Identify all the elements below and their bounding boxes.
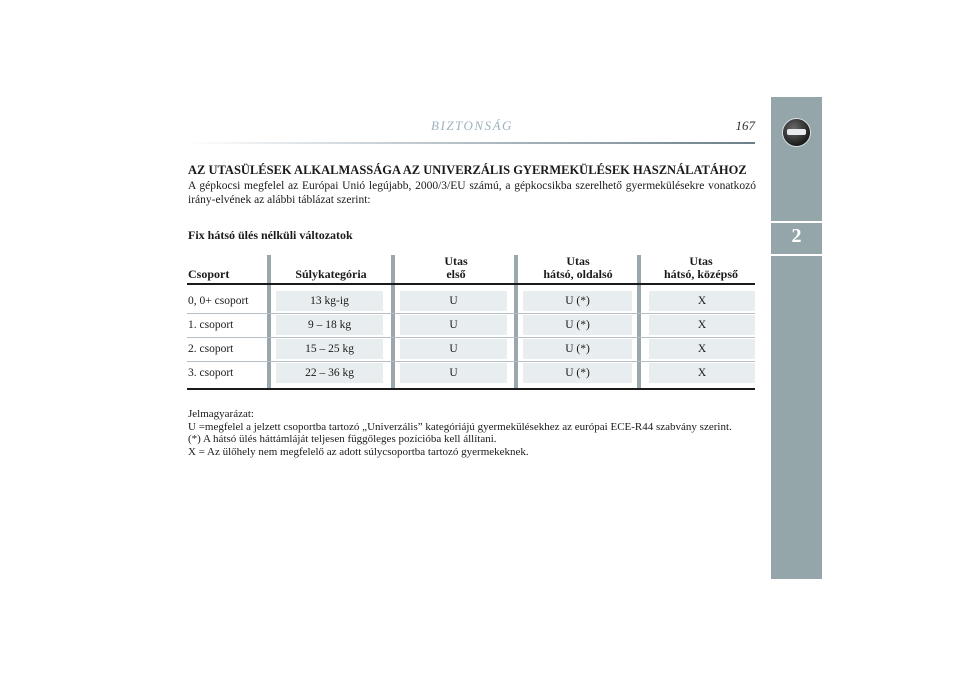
table-header-rule — [187, 283, 755, 285]
cell-front: U — [400, 363, 507, 383]
column-separator — [514, 255, 518, 389]
legend-line-x: X = Az ülőhely nem megfelelő az adott súlycsoportba tartozó gyermekeknek. — [188, 445, 529, 458]
cell-front: U — [400, 291, 507, 311]
header-group: Csoport — [188, 267, 230, 281]
cell-front: U — [400, 339, 507, 359]
table-subtitle: Fix hátsó ülés nélküli változatok — [188, 228, 353, 242]
column-separator — [267, 255, 271, 389]
cell-rear-side: U (*) — [523, 339, 632, 359]
column-separator — [637, 255, 641, 389]
column-separator — [391, 255, 395, 389]
cell-rear-side: U (*) — [523, 363, 632, 383]
cell-weight: 22 – 36 kg — [276, 363, 383, 383]
header-front — [400, 255, 512, 281]
legend-line-asterisk: (*) A hátsó ülés háttámláját teljesen függőleges pozícióba kell állítani. — [188, 433, 497, 445]
row-divider — [187, 361, 755, 362]
header-middle-line1: Utas — [689, 254, 713, 268]
header-side-line1: Utas — [566, 254, 590, 268]
header-rear-side — [522, 255, 634, 281]
header-weight: Súlykategória — [295, 267, 367, 281]
page-title: AZ UTASÜLÉSEK ALKALMASSÁGA AZ UNIVERZÁLIS GYERMEKÜLÉSEK HASZNÁLATÁHOZ — [188, 163, 747, 177]
table-bottom-rule — [187, 388, 755, 390]
chapter-number: 2 — [791, 225, 802, 247]
header-divider — [187, 142, 755, 144]
header-middle-line2: hátsó, középső — [663, 267, 738, 281]
cell-weight: 15 – 25 kg — [276, 339, 383, 359]
cell-rear-middle: X — [649, 363, 755, 383]
cell-weight: 9 – 18 kg — [276, 315, 383, 335]
intro-paragraph: A gépkocsi megfelel az Európai Unió legújabb, 2000/3/EU számú, a gépkocsikba szerelhető gyermekülésekre vonatkozó irány-elvének az alábbi táblázat szerint: — [188, 180, 756, 206]
chapter-sidebar — [771, 97, 822, 579]
page-number: 167 — [735, 118, 755, 133]
row-group-label: 2. csoport — [188, 343, 234, 355]
section-title: BIZTONSÁG — [431, 118, 513, 133]
row-group-label: 3. csoport — [188, 367, 234, 379]
cell-rear-side: U (*) — [523, 315, 632, 335]
legend-line-u: U =megfelel a jelzett csoportba tartozó „Univerzális” kategóriájú gyermekülésekhez az európai ECE-R44 szabvány szerint. — [188, 420, 732, 433]
cell-front: U — [400, 315, 507, 335]
cell-rear-middle: X — [649, 315, 755, 335]
row-group-label: 1. csoport — [188, 319, 234, 331]
header-front-line1: Utas — [444, 254, 468, 268]
sidebar-divider-top — [771, 221, 822, 223]
header-rear-middle — [645, 255, 757, 281]
cell-weight: 13 kg-ig — [276, 291, 383, 311]
page-header — [187, 118, 755, 148]
row-divider — [187, 337, 755, 338]
header-side-line2: hátsó, oldalsó — [543, 267, 613, 281]
lancia-logo-icon — [783, 119, 810, 146]
row-divider — [187, 313, 755, 314]
logo-band — [787, 129, 806, 135]
cell-rear-middle: X — [649, 291, 755, 311]
sidebar-divider-bottom — [771, 254, 822, 256]
header-front-line2: első — [446, 267, 466, 281]
cell-rear-middle: X — [649, 339, 755, 359]
legend-notes — [188, 408, 732, 458]
cell-rear-side: U (*) — [523, 291, 632, 311]
legend-title: Jelmagyarázat: — [188, 408, 254, 420]
row-group-label: 0, 0+ csoport — [188, 295, 249, 307]
